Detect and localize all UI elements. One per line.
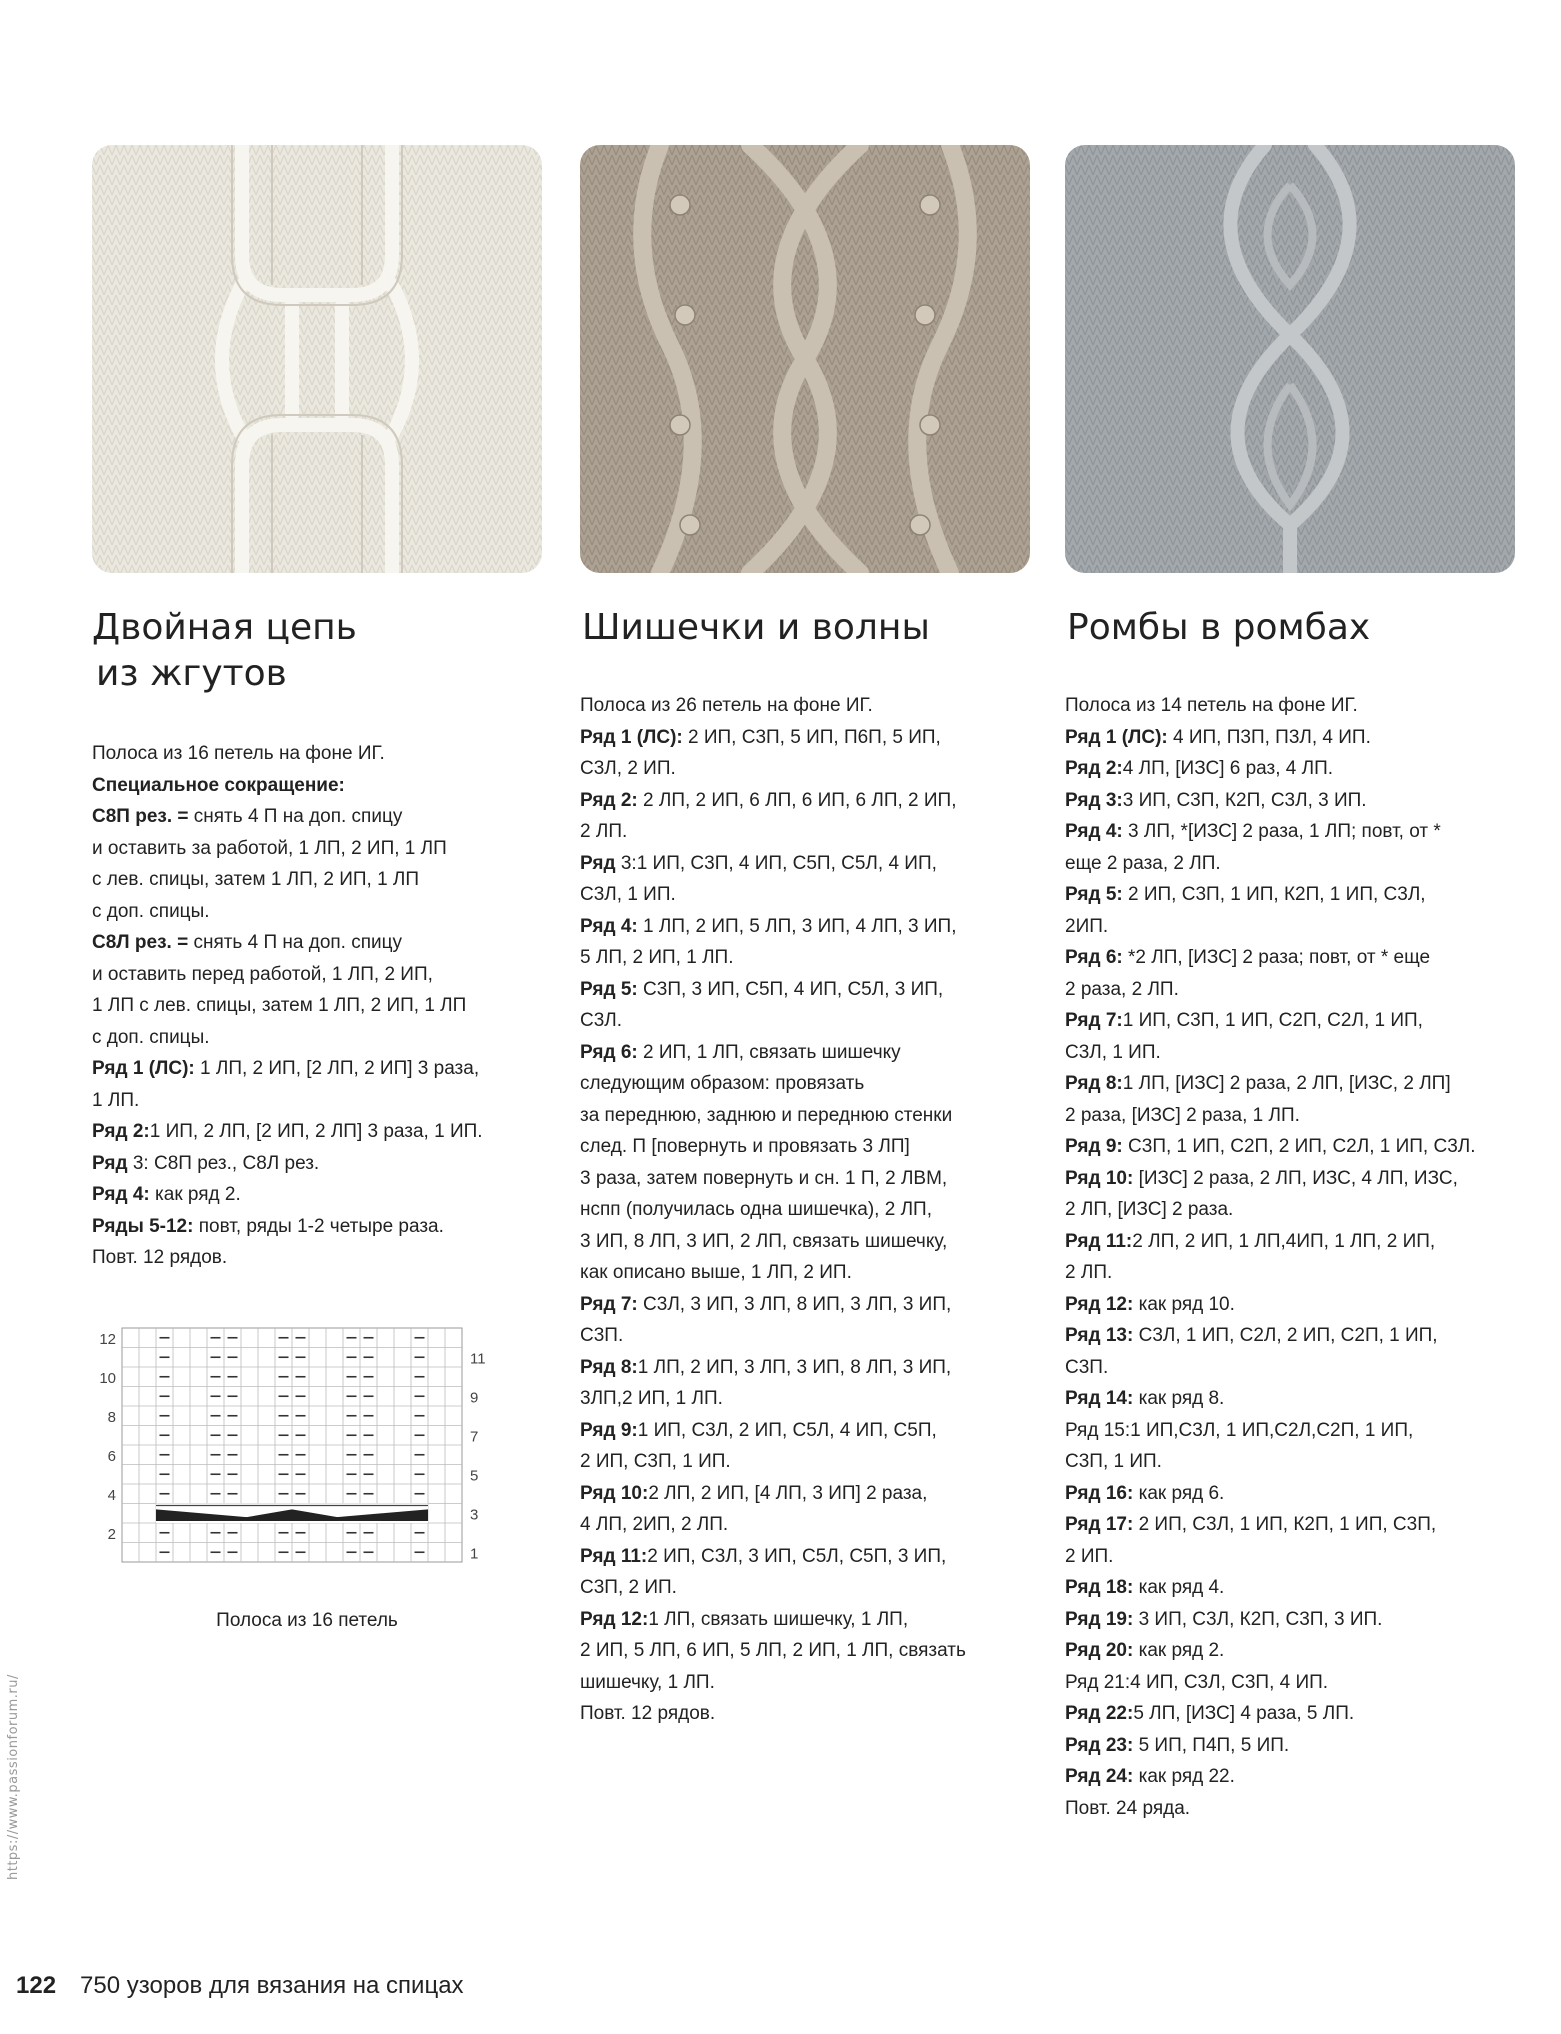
- instruction-text: снять 4 П на доп. спицу: [188, 806, 403, 827]
- instruction-text: С3П, 3 ИП, С5П, 4 ИП, С5Л, 3 ИП,: [637, 978, 944, 1000]
- instruction-line: [580, 1667, 1050, 1699]
- instruction-line: [580, 1446, 1050, 1478]
- instruction-text: 1 ЛП.: [92, 1089, 140, 1111]
- instruction-text: Полоса из 14 петель на фоне ИГ.: [1065, 695, 1358, 716]
- instruction-text: 5 ЛП, 2 ИП, 1 ЛП.: [580, 947, 734, 968]
- instruction-text: 1 ИП, 2 ЛП, [2 ИП, 2 ЛП] 3 раза, 1 ИП.: [149, 1121, 483, 1142]
- instruction-line: [580, 1478, 1050, 1510]
- instruction-text: 2 ЛП.: [1065, 1262, 1113, 1283]
- instruction-text: 3 ИП, С3Л, К2П, С3П, 3 ИП.: [1133, 1608, 1383, 1630]
- instruction-label: Ряд 11:: [580, 1545, 648, 1567]
- instruction-text: как ряд 4.: [1133, 1577, 1225, 1598]
- instruction-label: С8Л рез. =: [92, 932, 189, 953]
- pattern-instructions: [580, 690, 1050, 1730]
- instruction-text: С3Л, 2 ИП.: [580, 758, 676, 779]
- instruction-label: Ряд 8:: [580, 1356, 638, 1378]
- instruction-line: [1065, 911, 1545, 943]
- instruction-label: Ряд 18:: [1065, 1577, 1134, 1598]
- instruction-label: Ряд 2:: [92, 1121, 150, 1142]
- instruction-line: [1065, 1761, 1545, 1793]
- instruction-line: [1065, 1226, 1545, 1258]
- instruction-line: [92, 1211, 542, 1243]
- instruction-line: [1065, 753, 1545, 785]
- instruction-text: как описано выше, 1 ЛП, 2 ИП.: [580, 1262, 852, 1283]
- instruction-text: 3 ИП, 8 ЛП, 3 ИП, 2 ЛП, связать шишечку,: [580, 1230, 948, 1252]
- instruction-text: 2 раза, 2 ЛП.: [1065, 978, 1179, 1000]
- instruction-label: Ряд 7:: [580, 1293, 638, 1315]
- instruction-line: [1065, 1698, 1545, 1730]
- instruction-text: 4 ЛП, 2ИП, 2 ЛП.: [580, 1514, 729, 1535]
- instruction-line: [1065, 1478, 1545, 1510]
- pattern-title: [582, 605, 930, 651]
- instruction-line: [580, 1509, 1050, 1541]
- instruction-text: 2 ЛП, 2 ИП, 1 ЛП,4ИП, 1 ЛП, 2 ИП,: [1132, 1230, 1436, 1252]
- instruction-text: 3: С8П рез., С8Л рез.: [127, 1152, 320, 1174]
- instruction-text: Полоса из 26 петель на фоне ИГ.: [580, 695, 873, 716]
- row-number: 7: [470, 1428, 479, 1446]
- instruction-line: [92, 896, 542, 928]
- instruction-line: [1065, 942, 1545, 974]
- instruction-text: с доп. спицы.: [92, 1026, 210, 1048]
- instruction-label: Ряд 24:: [1065, 1766, 1134, 1787]
- instruction-text: 4 ИП, П3П, П3Л, 4 ИП.: [1167, 726, 1371, 748]
- chart-caption: Полоса из 16 петель: [216, 1610, 398, 1631]
- row-number: 3: [470, 1506, 479, 1524]
- instruction-text: за переднюю, заднюю и переднюю стенки: [580, 1104, 953, 1126]
- instruction-text: 5 ЛП, [ИЗС] 4 раза, 5 ЛП.: [1133, 1703, 1355, 1724]
- instruction-line: [1065, 1037, 1545, 1069]
- pattern-instructions: [92, 738, 542, 1274]
- watermark-url: https://www.passionforum.ru/: [6, 1674, 21, 1880]
- instruction-line: [1065, 1068, 1545, 1100]
- instruction-line: [92, 833, 542, 865]
- row-number: 9: [470, 1389, 479, 1407]
- instruction-text: 2 ИП, С3П, 5 ИП, П6П, 5 ИП,: [682, 726, 941, 748]
- instruction-line: [1065, 1257, 1545, 1289]
- instruction-line: [1065, 1446, 1545, 1478]
- instruction-text: 1 ЛП, 2 ИП, [2 ЛП, 2 ИП] 3 раза,: [194, 1058, 480, 1079]
- instruction-label: Ряд 10:: [1065, 1167, 1134, 1189]
- row-number: 12: [99, 1330, 116, 1348]
- instruction-line: [580, 1194, 1050, 1226]
- instruction-text: 2 ИП, С3П, 1 ИП.: [580, 1451, 731, 1472]
- instruction-text: 4 ЛП, [ИЗС] 6 раз, 4 ЛП.: [1122, 758, 1334, 779]
- instruction-line: [580, 1383, 1050, 1415]
- instruction-line: [580, 1037, 1050, 1069]
- instruction-label: Ряд 14:: [1065, 1388, 1134, 1409]
- instruction-line: [1065, 1604, 1545, 1636]
- pattern-title-line: Шишечки и волны: [582, 607, 930, 648]
- instruction-line: [1065, 1383, 1545, 1415]
- instruction-text: С3Л, 1 ИП.: [580, 884, 676, 905]
- instruction-text: 3 ИП, С3П, К2П, С3Л, 3 ИП.: [1122, 789, 1367, 811]
- pattern-title-line: из жгутов: [96, 653, 287, 694]
- row-number: 4: [107, 1486, 116, 1504]
- instruction-text: 3 раза, затем повернуть и сн. 1 П, 2 ЛВМ,: [580, 1167, 948, 1189]
- instruction-line: [1065, 1289, 1545, 1321]
- instruction-label: Ряд 12:: [580, 1608, 649, 1630]
- instruction-line: [1065, 879, 1545, 911]
- instruction-line: [1065, 1100, 1545, 1132]
- instruction-label: Ряд 1 (ЛС):: [580, 726, 683, 748]
- instruction-text: и оставить перед работой, 1 ЛП, 2 ИП,: [92, 963, 433, 985]
- instruction-label: Ряд 6:: [1065, 947, 1123, 968]
- instruction-text: 1 ЛП с лев. спицы, затем 1 ЛП, 2 ИП, 1 ЛП: [92, 995, 467, 1016]
- instruction-text: 2 раза, [ИЗС] 2 раза, 1 ЛП.: [1065, 1104, 1300, 1126]
- instruction-text: 2 ЛП.: [580, 821, 628, 842]
- instruction-line: [1065, 690, 1545, 722]
- instruction-text: и оставить за работой, 1 ЛП, 2 ИП, 1 ЛП: [92, 837, 447, 859]
- instruction-line: [1065, 1635, 1545, 1667]
- instruction-line: [580, 1698, 1050, 1730]
- instruction-line: [1065, 1572, 1545, 1604]
- instruction-line: [580, 1352, 1050, 1384]
- instruction-line: [1065, 1131, 1545, 1163]
- instruction-line: [92, 770, 542, 802]
- instruction-line: [580, 690, 1050, 722]
- instruction-label: Ряд 2:: [580, 789, 638, 811]
- instruction-line: [1065, 974, 1545, 1006]
- instruction-label: Ряды 5-12:: [92, 1215, 194, 1237]
- instruction-text: 3 ЛП, *[ИЗС] 2 раза, 1 ЛП; повт, от *: [1122, 821, 1441, 842]
- instruction-line: [580, 785, 1050, 817]
- instruction-line: [1065, 1194, 1545, 1226]
- instruction-text: с доп. спицы.: [92, 900, 210, 922]
- pattern-instructions: [1065, 690, 1545, 1824]
- instruction-label: С8П рез. =: [92, 806, 189, 827]
- instruction-text: Полоса из 16 петель на фоне ИГ.: [92, 743, 385, 764]
- instruction-line: [1065, 1415, 1545, 1447]
- instruction-text: С3Л, 1 ИП.: [1065, 1041, 1161, 1063]
- row-number: 11: [470, 1350, 486, 1368]
- instruction-line: [580, 816, 1050, 848]
- instruction-text: 2 ИП, С3П, 1 ИП, К2П, 1 ИП, С3Л,: [1122, 884, 1426, 905]
- instruction-text: как ряд 10.: [1133, 1293, 1235, 1315]
- instruction-line: [1065, 785, 1545, 817]
- instruction-line: [92, 1022, 542, 1054]
- instruction-line: [580, 1100, 1050, 1132]
- instruction-label: Специальное сокращение:: [92, 774, 345, 796]
- instruction-line: [1065, 722, 1545, 754]
- instruction-text: нспп (получилась одна шишечка), 2 ЛП,: [580, 1199, 932, 1220]
- instruction-line: [580, 1005, 1050, 1037]
- swatch-photo-diamonds: [1065, 145, 1515, 573]
- instruction-text: С3Л.: [580, 1010, 623, 1031]
- instruction-line: [580, 1604, 1050, 1636]
- instruction-text: 2 ИП, С3Л, 1 ИП, К2П, 1 ИП, С3П,: [1133, 1514, 1437, 1535]
- pattern-title-line: Ромбы в ромбах: [1067, 607, 1371, 648]
- swatch-photo-bobbles-waves: [580, 145, 1030, 573]
- instruction-label: Ряд 7:: [1065, 1010, 1123, 1031]
- knitting-chart: [92, 1320, 540, 1580]
- instruction-label: Ряд 9:: [580, 1419, 638, 1441]
- instruction-text: *2 ЛП, [ИЗС] 2 раза; повт, от * еще: [1122, 947, 1431, 968]
- instruction-label: Ряд 5:: [580, 978, 638, 1000]
- instruction-line: [92, 990, 542, 1022]
- row-number: 6: [107, 1447, 116, 1465]
- instruction-text: повт, ряды 1-2 четыре раза.: [193, 1215, 444, 1237]
- instruction-text: 1 ЛП, [ИЗС] 2 раза, 2 ЛП, [ИЗС, 2 ЛП]: [1122, 1073, 1451, 1094]
- instruction-line: [580, 1541, 1050, 1573]
- instruction-label: Ряд 10:: [580, 1482, 649, 1504]
- instruction-text: С3Л, 3 ИП, 3 ЛП, 8 ИП, 3 ЛП, 3 ИП,: [637, 1293, 952, 1315]
- instruction-line: [580, 911, 1050, 943]
- instruction-line: [1065, 816, 1545, 848]
- instruction-label: Ряд 23:: [1065, 1734, 1134, 1756]
- instruction-text: шишечку, 1 ЛП.: [580, 1671, 715, 1693]
- instruction-text: Повт. 12 рядов.: [580, 1703, 716, 1724]
- instruction-label: Ряд 12:: [1065, 1293, 1134, 1315]
- instruction-text: 1 ЛП, 2 ИП, 3 ЛП, 3 ИП, 8 ЛП, 3 ИП,: [637, 1356, 952, 1378]
- instruction-line: [92, 864, 542, 896]
- row-number: 2: [107, 1525, 116, 1543]
- instruction-text: С3П.: [1065, 1356, 1109, 1378]
- instruction-label: Ряд 11:: [1065, 1230, 1133, 1252]
- instruction-line: [580, 1163, 1050, 1195]
- row-number: 1: [470, 1545, 479, 1563]
- instruction-label: Ряд 17:: [1065, 1514, 1134, 1535]
- instruction-text: 2 ЛП, 2 ИП, 6 ЛП, 6 ИП, 6 ЛП, 2 ИП,: [637, 789, 957, 811]
- instruction-label: Ряд: [92, 1152, 128, 1174]
- instruction-line: [580, 879, 1050, 911]
- instruction-line: [92, 1053, 542, 1085]
- instruction-line: [92, 1242, 542, 1274]
- instruction-text: снять 4 П на доп. спицу: [188, 932, 403, 953]
- instruction-label: Ряд 19:: [1065, 1608, 1134, 1630]
- instruction-line: [92, 738, 542, 770]
- row-number: 5: [470, 1467, 479, 1485]
- instruction-text: как ряд 6.: [1133, 1482, 1225, 1504]
- pattern-title: [1067, 605, 1370, 651]
- instruction-text: Ряд 15:1 ИП,С3Л, 1 ИП,С2Л,С2П, 1 ИП,: [1065, 1419, 1414, 1441]
- instruction-text: 1 ИП, С3Л, 2 ИП, С5Л, 4 ИП, С5П,: [637, 1419, 937, 1441]
- instruction-line: [92, 1085, 542, 1117]
- instruction-label: Ряд 20:: [1065, 1640, 1134, 1661]
- instruction-line: [1065, 1163, 1545, 1195]
- instruction-label: Ряд 1 (ЛС):: [92, 1058, 195, 1079]
- instruction-line: [1065, 1352, 1545, 1384]
- pattern-title: [92, 605, 357, 697]
- instruction-text: С3П, 1 ИП, С2П, 2 ИП, С2Л, 1 ИП, С3Л.: [1122, 1136, 1476, 1157]
- instruction-line: [580, 1226, 1050, 1258]
- instruction-text: как ряд 8.: [1133, 1388, 1225, 1409]
- instruction-label: Ряд 3:: [1065, 789, 1123, 811]
- instruction-line: [580, 1131, 1050, 1163]
- instruction-line: [580, 974, 1050, 1006]
- instruction-text: С3П.: [580, 1325, 624, 1346]
- instruction-label: Ряд 4:: [580, 915, 638, 937]
- row-number: 8: [107, 1408, 116, 1426]
- instruction-label: Ряд 13:: [1065, 1325, 1134, 1346]
- instruction-text: [ИЗС] 2 раза, 2 ЛП, ИЗС, 4 ЛП, ИЗС,: [1133, 1167, 1458, 1189]
- instruction-line: [92, 1179, 542, 1211]
- instruction-label: Ряд 2:: [1065, 758, 1123, 779]
- instruction-text: как ряд 2.: [1133, 1640, 1225, 1661]
- instruction-line: [92, 1116, 542, 1148]
- instruction-line: [580, 1572, 1050, 1604]
- instruction-text: с лев. спицы, затем 1 ЛП, 2 ИП, 1 ЛП: [92, 869, 420, 890]
- instruction-text: 1 ЛП, 2 ИП, 5 ЛП, 3 ИП, 4 ЛП, 3 ИП,: [637, 915, 957, 937]
- instruction-line: [580, 1257, 1050, 1289]
- instruction-text: 2 ИП.: [1065, 1545, 1114, 1567]
- instruction-line: [580, 1289, 1050, 1321]
- instruction-label: Ряд: [580, 852, 616, 874]
- instruction-line: [92, 801, 542, 833]
- instruction-label: Ряд 4:: [92, 1184, 150, 1205]
- instruction-text: 2ИП.: [1065, 915, 1109, 937]
- instruction-label: Ряд 9:: [1065, 1136, 1123, 1157]
- instruction-line: [580, 1068, 1050, 1100]
- instruction-line: [92, 959, 542, 991]
- instruction-line: [1065, 1793, 1545, 1825]
- instruction-line: [1065, 1320, 1545, 1352]
- instruction-line: [1065, 848, 1545, 880]
- instruction-text: Повт. 24 ряда.: [1065, 1797, 1191, 1819]
- instruction-text: 5 ИП, П4П, 5 ИП.: [1133, 1734, 1290, 1756]
- instruction-text: 2 ЛП, [ИЗС] 2 раза.: [1065, 1199, 1234, 1220]
- instruction-line: [1065, 1509, 1545, 1541]
- instruction-line: [580, 753, 1050, 785]
- swatch-photo-double-chain: [92, 145, 542, 573]
- instruction-label: Ряд 4:: [1065, 821, 1123, 842]
- instruction-text: 1 ЛП, связать шишечку, 1 ЛП,: [648, 1608, 909, 1630]
- instruction-line: [580, 1635, 1050, 1667]
- instruction-text: 1 ИП, С3П, 1 ИП, С2П, С2Л, 1 ИП,: [1122, 1010, 1423, 1031]
- instruction-line: [92, 927, 542, 959]
- instruction-label: Ряд 5:: [1065, 884, 1123, 905]
- instruction-text: следующим образом: провязать: [580, 1073, 865, 1094]
- instruction-line: [1065, 1730, 1545, 1762]
- instruction-text: как ряд 22.: [1133, 1766, 1235, 1787]
- instruction-label: Ряд 22:: [1065, 1703, 1134, 1724]
- instruction-text: как ряд 2.: [149, 1184, 241, 1205]
- instruction-line: [580, 942, 1050, 974]
- instruction-text: С3Л, 1 ИП, С2Л, 2 ИП, С2П, 1 ИП,: [1133, 1325, 1438, 1346]
- row-number: 10: [99, 1369, 116, 1387]
- page-footer: [16, 1972, 464, 2000]
- instruction-line: [92, 1148, 542, 1180]
- instruction-text: 3:1 ИП, С3П, 4 ИП, С5П, С5Л, 4 ИП,: [615, 852, 937, 874]
- instruction-text: 2 ИП, С3Л, 3 ИП, С5Л, С5П, 3 ИП,: [647, 1545, 947, 1567]
- pattern-title-line: Двойная цепь: [92, 607, 357, 648]
- instruction-label: Ряд 8:: [1065, 1073, 1123, 1094]
- instruction-text: 2 ЛП, 2 ИП, [4 ЛП, 3 ИП] 2 раза,: [648, 1482, 928, 1504]
- instruction-text: еще 2 раза, 2 ЛП.: [1065, 852, 1221, 874]
- instruction-text: 3ЛП,2 ИП, 1 ЛП.: [580, 1388, 723, 1409]
- instruction-text: Ряд 21:4 ИП, С3Л, С3П, 4 ИП.: [1065, 1671, 1329, 1693]
- instruction-line: [580, 1415, 1050, 1447]
- book-title: 750 узоров для вязания на спицах: [80, 1972, 464, 1999]
- instruction-line: [580, 848, 1050, 880]
- page-number: 122: [16, 1972, 57, 1999]
- instruction-line: [580, 1320, 1050, 1352]
- instruction-label: Ряд 6:: [580, 1041, 638, 1063]
- instruction-line: [1065, 1005, 1545, 1037]
- instruction-text: 2 ИП, 5 ЛП, 6 ИП, 5 ЛП, 2 ИП, 1 ЛП, связать: [580, 1640, 966, 1661]
- instruction-text: С3П, 1 ИП.: [1065, 1451, 1162, 1472]
- instruction-label: Ряд 1 (ЛС):: [1065, 726, 1168, 748]
- instruction-line: [1065, 1667, 1545, 1699]
- instruction-text: 2 ИП, 1 ЛП, связать шишечку: [637, 1041, 901, 1063]
- instruction-line: [1065, 1541, 1545, 1573]
- instruction-text: С3П, 2 ИП.: [580, 1577, 677, 1598]
- instruction-text: Повт. 12 рядов.: [92, 1247, 228, 1268]
- instruction-text: след. П [повернуть и провязать 3 ЛП]: [580, 1136, 910, 1157]
- instruction-label: Ряд 16:: [1065, 1482, 1134, 1504]
- instruction-line: [580, 722, 1050, 754]
